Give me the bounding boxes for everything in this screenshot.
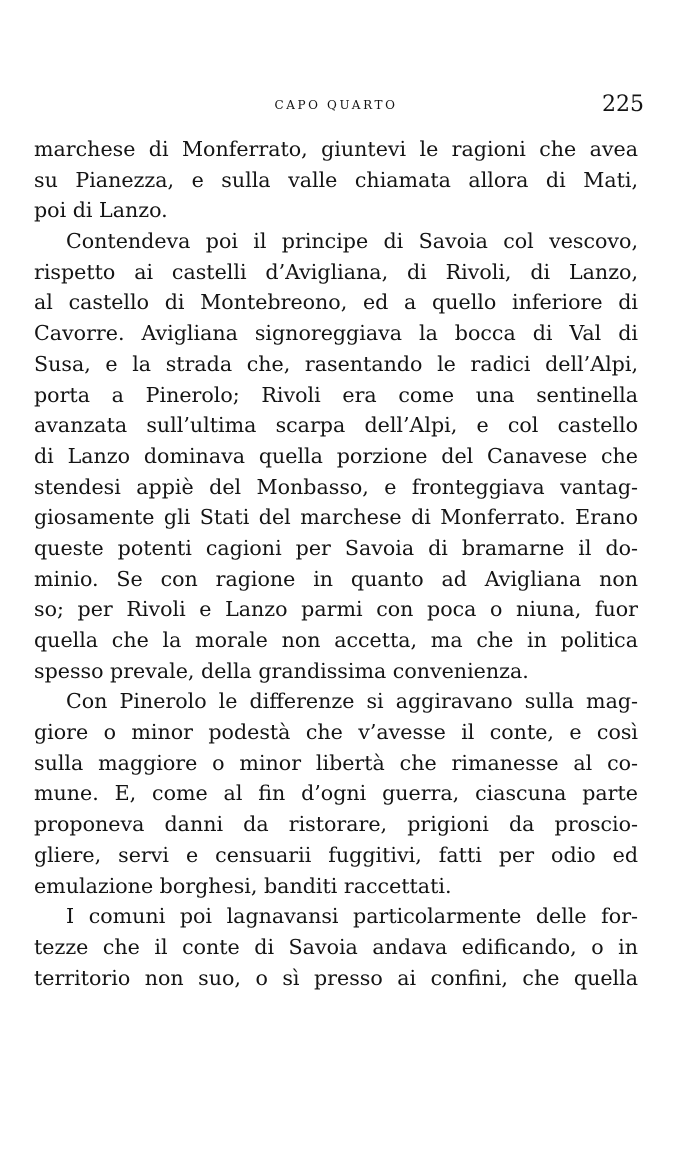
text-line: marchese di Monferrato, giuntevi le ragioni che avea	[34, 137, 638, 161]
text-line: porta a Pinerolo; Rivoli era come una sentinella	[34, 382, 638, 407]
text-line: di Lanzo dominava quella porzione del Canavese che	[34, 443, 638, 468]
text-line: stendesi appiè del Monbasso, e fronteggiava vantag-	[34, 474, 638, 499]
text-line: Cavorre. Avigliana signoreggiava la bocca di Val di	[34, 321, 638, 346]
text-line: tezze che il conte di Savoia andava edificando, o in	[34, 934, 638, 959]
book-page	[34, 92, 644, 993]
running-title: CAPO QUARTO	[274, 98, 398, 112]
text-line: quella che la morale non accetta, ma che in politica	[34, 628, 638, 652]
text-line: avanzata sull’ultima scarpa dell’Alpi, e col castello	[34, 413, 638, 438]
text-line: spesso prevale, della grandissima convenienza.	[34, 658, 529, 683]
text-line: territorio non suo, o sì presso ai confini, che quella	[34, 965, 638, 990]
text-line: giosamente gli Stati del marchese di Monferrato. Erano	[34, 505, 638, 530]
text-line: gliere, servi e censuarii fuggitivi, fatti per odio ed	[34, 842, 638, 867]
text-line: proponeva danni da ristorare, prigioni da proscio-	[34, 812, 638, 837]
text-line: rispetto ai castelli d’Avigliana, di Rivoli, di Lanzo,	[34, 259, 638, 284]
text-line: queste potenti cagioni per Savoia di bramarne il do-	[34, 535, 638, 560]
text-line: poi di Lanzo.	[34, 198, 168, 223]
body-text	[34, 134, 638, 993]
page-number: 225	[602, 92, 644, 117]
text-line: I comuni poi lagnavansi particolarmente delle for-	[66, 904, 638, 929]
text-line: Susa, e la strada che, rasentando le radici dell’Alpi,	[34, 351, 638, 376]
text-line: so; per Rivoli e Lanzo parmi con poca o niuna, fuor	[34, 597, 638, 622]
text-line: Contendeva poi il principe di Savoia col vescovo,	[66, 229, 638, 254]
text-line: minio. Se con ragione in quanto ad Avigliana non	[34, 566, 638, 591]
text-line: mune. E, come al fin d’ogni guerra, ciascuna parte	[34, 781, 638, 806]
text-line: sulla maggiore o minor libertà che rimanesse al co-	[34, 750, 638, 775]
text-line: su Pianezza, e sulla valle chiamata allora di Mati,	[34, 167, 638, 192]
running-head	[34, 92, 644, 120]
text-line: Con Pinerolo le differenze si aggiravano sulla mag-	[66, 689, 638, 714]
text-line: giore o minor podestà che v’avesse il conte, e così	[34, 720, 638, 745]
text-line: al castello di Montebreono, ed a quello inferiore di	[34, 290, 638, 315]
text-line: emulazione borghesi, banditi raccettati.	[34, 873, 452, 898]
